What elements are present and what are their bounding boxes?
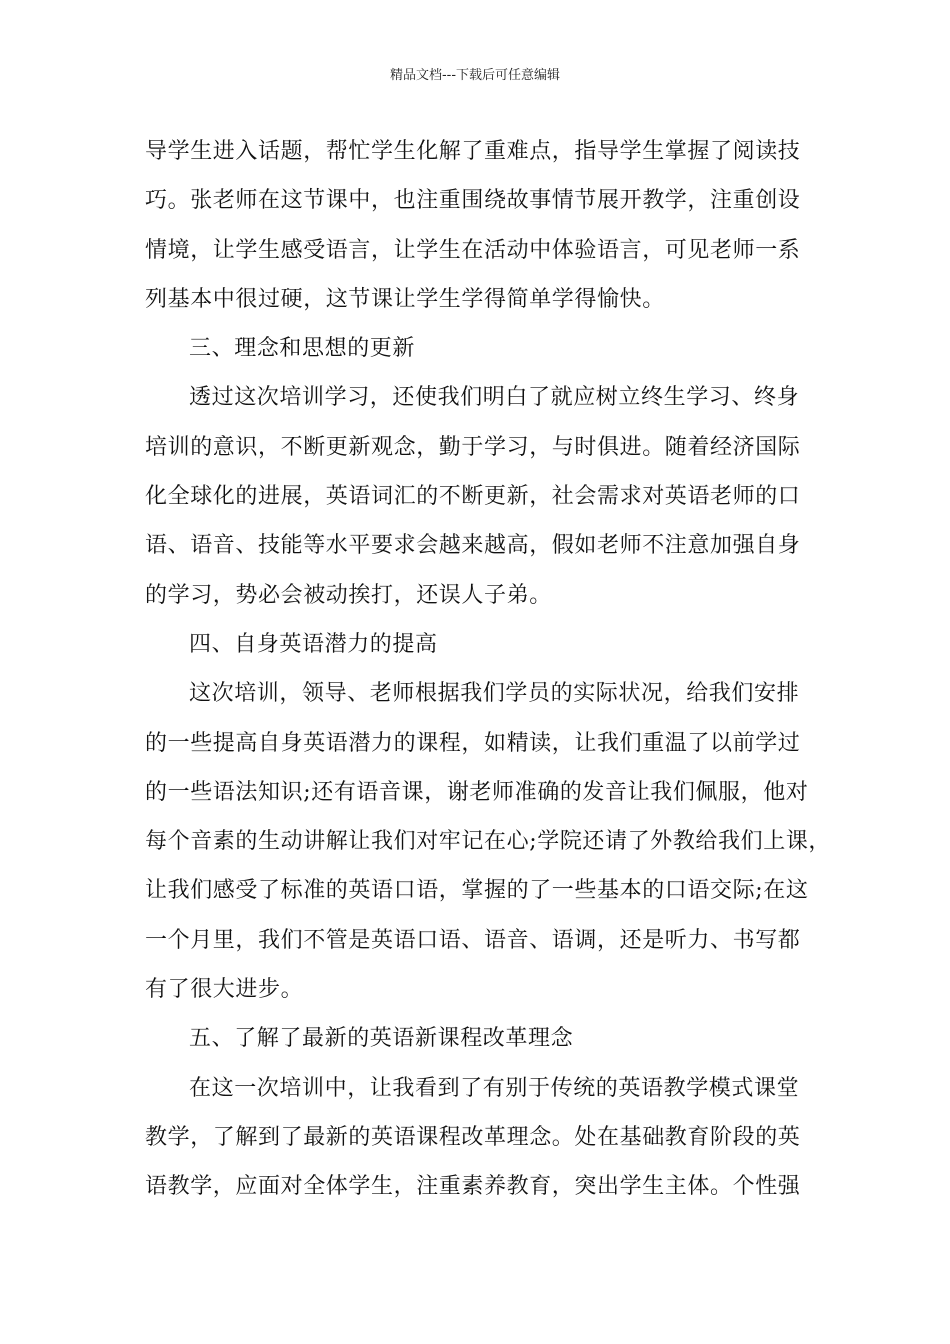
section-heading: 五、了解了最新的英语新课程改革理念 xyxy=(189,1026,574,1052)
section-heading: 四、自身英语潜力的提高 xyxy=(189,631,438,657)
text-line: 导学生进入话题，帮忙学生化解了重难点，指导学生掌握了阅读技 xyxy=(145,139,801,164)
text-line: 的学习，势必会被动挨打，还误人子弟。 xyxy=(145,582,552,608)
text-line: 让我们感受了标准的英语口语，掌握的了一些基本的口语交际;在这 xyxy=(145,878,809,904)
page-header: 精品文档---下载后可任意编辑 xyxy=(389,68,561,83)
text-line: 巧。张老师在这节课中，也注重围绕故事情节展开教学，注重创设 xyxy=(145,188,801,214)
text-line: 化全球化的进展，英语词汇的不断更新，社会需求对英语老师的口 xyxy=(145,484,801,510)
text-line: 在这一次培训中，让我看到了有别于传统的英语教学模式课堂 xyxy=(189,1075,800,1101)
text-line: 语教学，应面对全体学生，注重素养教育，突出学生主体。个性强 xyxy=(145,1174,801,1200)
text-line: 培训的意识，不断更新观念，勤于学习，与时俱进。随着经济国际 xyxy=(145,434,801,460)
text-line: 教学，了解到了最新的英语课程改革理念。处在基础教育阶段的英 xyxy=(145,1124,801,1150)
text-line: 这次培训，领导、老师根据我们学员的实际状况，给我们安排 xyxy=(189,681,800,707)
text-line: 情境，让学生感受语言，让学生在活动中体验语言，可见老师一系 xyxy=(145,237,801,263)
text-line: 列基本中很过硬，这节课让学生学得简单学得愉快。 xyxy=(145,286,665,312)
text-line: 一个月里，我们不管是英语口语、语音、语调，还是听力、书写都 xyxy=(145,927,801,953)
document-body xyxy=(145,132,832,1217)
section-heading: 三、理念和思想的更新 xyxy=(189,336,416,362)
text-line: 有了很大进步。 xyxy=(145,977,304,1003)
text-line: 透过这次培训学习，还使我们明白了就应树立终生学习、终身 xyxy=(189,385,800,411)
text-line: 的一些语法知识;还有语音课，谢老师准确的发音让我们佩服，他对 xyxy=(145,779,809,805)
text-line: 每个音素的生动讲解让我们对牢记在心;学院还请了外教给我们上课， xyxy=(145,829,832,855)
text-line: 语、语音、技能等水平要求会越来越高，假如老师不注意加强自身 xyxy=(145,533,801,559)
text-line: 的一些提高自身英语潜力的课程，如精读，让我们重温了以前学过 xyxy=(145,730,801,756)
